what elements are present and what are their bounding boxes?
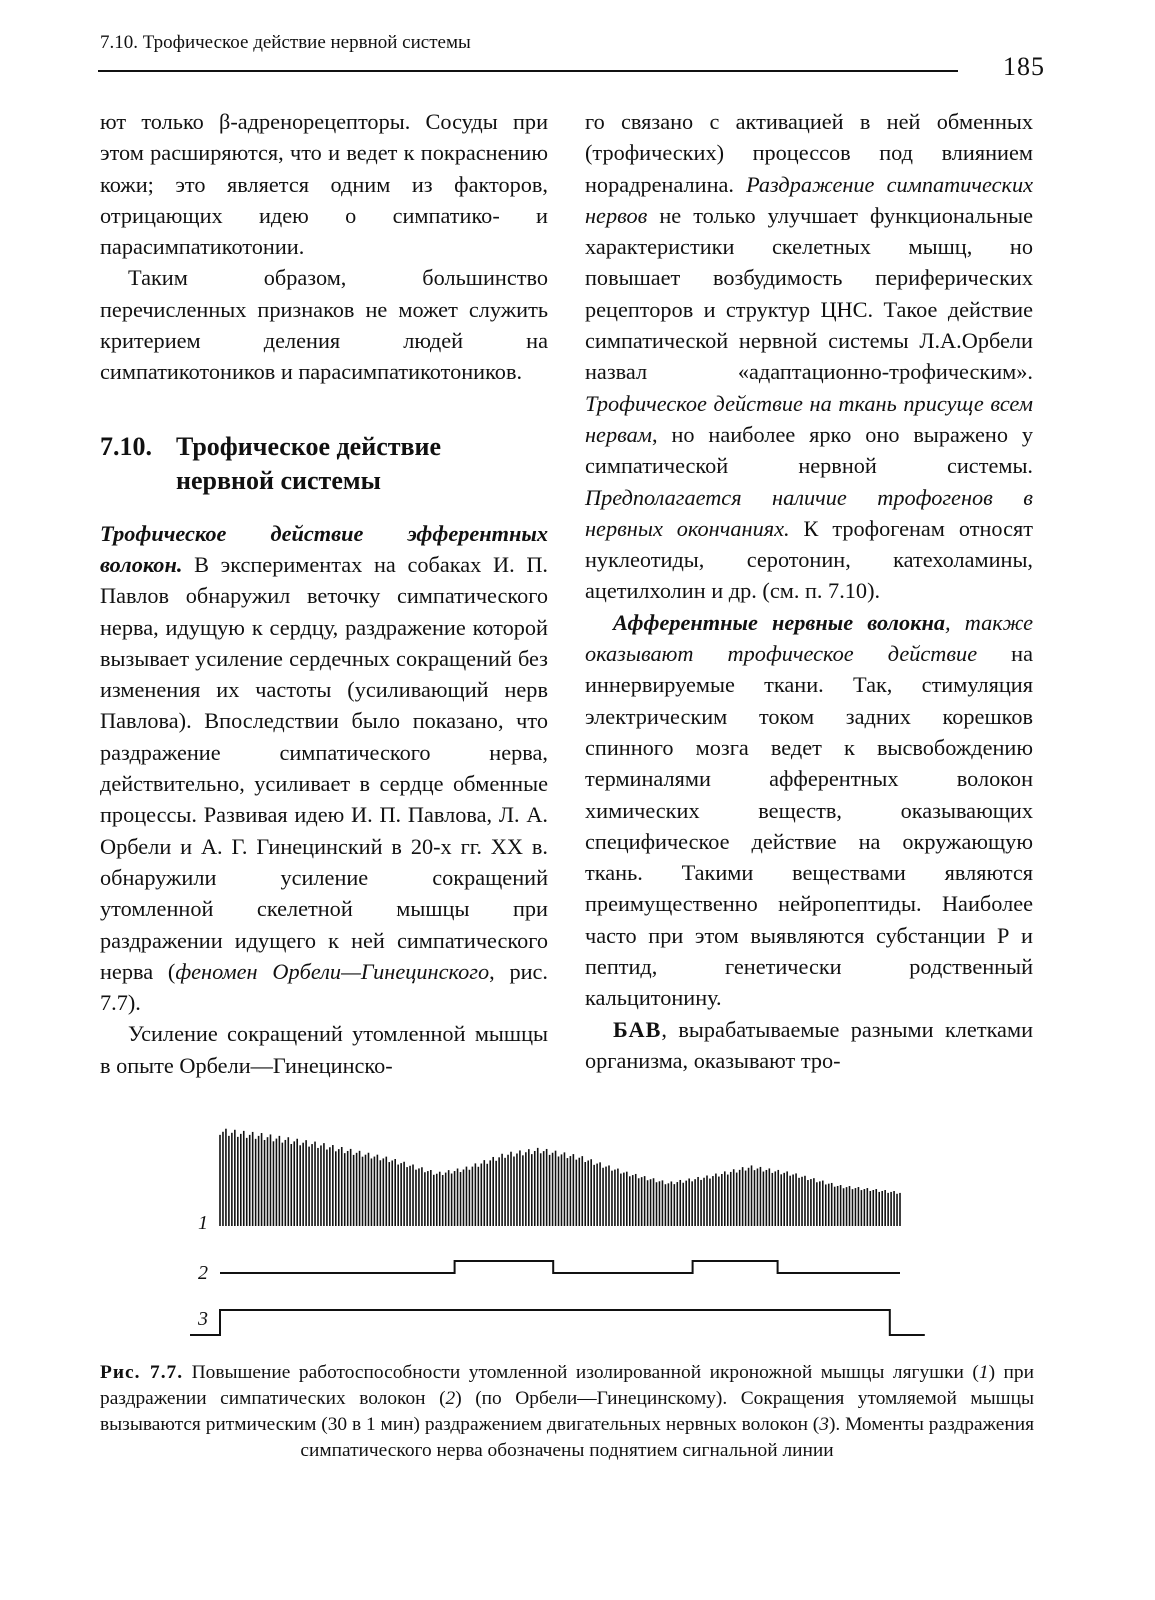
- trace-label-3: 3: [198, 1308, 208, 1330]
- paragraph: ют только β-адренорецепторы. Сосуды при этом расширяются, что и ведет к покраснению кожи; это является одним из факторов, отрицающих идею о симпатико- и парасимпатикотонии.: [100, 109, 548, 260]
- section-number: 7.10.: [100, 431, 152, 461]
- left-column: [100, 106, 548, 1081]
- figure-7-7: [190, 1118, 950, 1353]
- section-title-line2: нервной системы: [176, 465, 381, 495]
- header-rule: [98, 70, 958, 72]
- paragraph: го связано с активацией в ней обменных (трофических) процессов под влиянием норадреналина. Раздражение симпатических нервов не только улучшает функциональные характеристики скелетных мышц, но повышает возбудимость периферических рецепторов и структур ЦНС. Такое действие симпатической нервной системы Л.А.Орбели назвал «адаптационно-трофическим». Трофическое действие на ткань присуще всем нервам, но наиболее ярко оно выражено у симпатической нервной системы. Предполагается наличие трофогенов в нервных окончаниях. К трофогенам относят нуклеотиды, серотонин, катехоламины, ацетилхолин и др. (см. п. 7.10).: [585, 109, 1033, 604]
- trace-label-1: 1: [198, 1212, 208, 1234]
- kymogram: [190, 1118, 950, 1353]
- paragraph: Усиление сокращений утомленной мышцы в опыте Орбели—Гинецинско-: [100, 1021, 548, 1078]
- trace-motor-stimulation: [190, 1310, 925, 1335]
- paragraph: БАВ, вырабатываемые разными клетками организма, оказывают тро-: [585, 1016, 1033, 1073]
- trace-label-2: 2: [198, 1262, 208, 1284]
- trace-sympathetic-signal: [220, 1261, 900, 1273]
- running-title: 7.10. Трофическое действие нервной системы: [100, 32, 471, 53]
- section-heading: [100, 430, 548, 498]
- caption-lead: Рис. 7.7.: [100, 1362, 184, 1383]
- paragraph-lead: Афферентные нервные волокна: [613, 609, 945, 635]
- paragraph: Трофическое действие эфферентных волокон. В экспериментах на собаках И. П. Павлов обнаружил веточку симпатического нерва, идущую к сердцу, раздражение которой вызывает усиление сердечных сокращений без изменения их частоты (усиливающий нерв Павлова). Впоследствии было показано, что раздражение симпатического нерва, действительно, усиливает в сердце обменные процессы. Развивая идею И. П. Павлова, Л. А. Орбели и А. Г. Гинецинский в 20-х гг. XX в. обнаружили усиление сокращений утомленной скелетной мышцы при раздражении идущего к ней симпатического нерва (феномен Орбели—Гинецинского, рис. 7.7).: [100, 520, 549, 1016]
- figure-caption: Рис. 7.7. Повышение работоспособности утомленной изолированной икроножной мышцы лягушки (1) при раздражении симпатических волокон (2) (по Орбели—Гинецинскому). Сокращения утомляемой мышцы вызываются ритмическим (30 в 1 мин) раздражением двигательных нервных волокон (3). Моменты раздражения симпатического нерва обозначены поднятием сигнальной линии: [100, 1362, 1035, 1461]
- page-number: 185: [1003, 52, 1045, 81]
- paragraph: Афферентные нервные волокна, также оказывают трофическое действие на иннервируемые ткани. Так, стимуляция электрическим током задних корешков спинного мозга ведет к высвобождению терминалями афферентных волокон химических веществ, оказывающих специфическое действие на окружающую ткань. Такими веществами являются преимущественно нейропептиды. Наиболее часто при этом выявляются субстанции Р и пептид, генетически родственный кальцитонину.: [585, 609, 1034, 1011]
- paragraph-lead: БАВ: [613, 1016, 662, 1042]
- right-column: [585, 106, 1033, 1076]
- paragraph-lead: Трофическое действие эфферентных волокон.: [100, 520, 548, 577]
- trace-contractions: [220, 1129, 900, 1226]
- paragraph: Таким образом, большинство перечисленных признаков не может служить критерием деления людей на симпатикотоников и парасимпатикотоников.: [100, 265, 548, 385]
- section-title-line1: Трофическое действие: [176, 431, 442, 461]
